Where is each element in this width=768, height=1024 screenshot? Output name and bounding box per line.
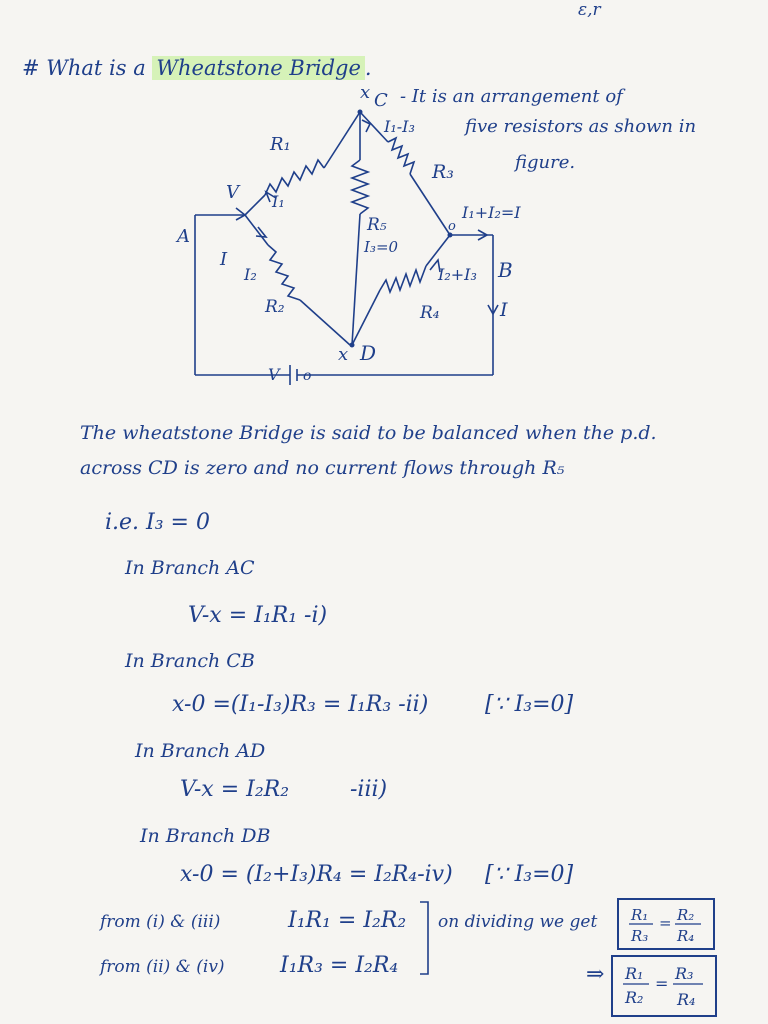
branch-ad-title: In Branch AD <box>135 740 266 762</box>
balanced-text-line-2: across CD is zero and no current flows through R₅ <box>80 457 565 479</box>
branch-db-equation: x-0 = (I₂+I₃)R₄ = I₂R₄-iv) <box>180 862 453 887</box>
branch-ac-equation: V-x = I₁R₁ -i) <box>188 603 328 628</box>
branch-db-title: In Branch DB <box>140 825 271 847</box>
fraction-result-1 <box>625 902 707 946</box>
branch-db-note: [∵ I₃=0] <box>485 862 574 887</box>
node-c-label: C <box>374 90 388 111</box>
result-2-num-right: R₃ <box>675 964 694 983</box>
result-box-2 <box>611 955 717 1017</box>
result-1-num-right: R₂ <box>677 906 695 924</box>
current-sum-label: I₁+I₂=I <box>462 203 521 222</box>
from-2-label: from (ii) & (iv) <box>100 957 225 977</box>
branch-cb-equation: x-0 =(I₁-I₃)R₃ = I₁R₃ -ii) <box>172 692 429 717</box>
implies-arrow: ⇒ <box>586 962 605 987</box>
result-2-equals: = <box>655 974 669 993</box>
from-1-label: from (i) & (iii) <box>100 912 221 932</box>
fraction-result-2 <box>619 959 709 1013</box>
i2-label: I₂ <box>244 265 257 284</box>
r2-label: R₂ <box>265 297 285 317</box>
i-left-label: I <box>220 249 228 270</box>
balance-condition: i.e. I₃ = 0 <box>105 510 210 535</box>
wheatstone-circuit-diagram <box>0 80 768 400</box>
dividing-text: on dividing we get <box>438 912 598 932</box>
result-1-den-right: R₄ <box>677 927 695 945</box>
heading-hash: # <box>22 56 40 80</box>
node-b-label: B <box>498 258 513 282</box>
r1-label: R₁ <box>270 134 291 155</box>
zero-b-label: o <box>448 219 456 234</box>
r5-label: R₅ <box>367 215 387 235</box>
heading-suffix: . <box>364 56 372 80</box>
heading-highlight: Wheatstone Bridge <box>152 56 364 80</box>
result-2-den-left: R₂ <box>625 988 644 1007</box>
from-1-equation: I₁R₁ = I₂R₂ <box>288 908 407 933</box>
heading-prefix: What is a <box>46 56 146 80</box>
i1-label: I₁ <box>272 192 285 211</box>
x-at-d-label: x <box>338 344 349 365</box>
x-at-c-label: x <box>360 82 371 103</box>
result-box-1 <box>617 898 715 950</box>
result-2-den-right: R₄ <box>677 990 696 1009</box>
i-right-label: I <box>500 299 508 321</box>
i3-zero-label: I₃=0 <box>364 238 399 256</box>
r3-label: R₃ <box>432 161 454 183</box>
result-1-num-left: R₁ <box>631 906 649 924</box>
description-line-1: - It is an arrangement of <box>400 86 623 107</box>
description-line-3: figure. <box>515 152 576 173</box>
from-2-equation: I₁R₃ = I₂R₄ <box>280 953 399 978</box>
bracket-mark <box>418 898 434 978</box>
result-1-equals: = <box>659 914 672 932</box>
v-bottom-label: V <box>268 365 280 384</box>
branch-cb-note: [∵ I₃=0] <box>485 692 574 717</box>
branch-ad-tag: -iii) <box>350 777 388 802</box>
branch-ad-equation: V-x = I₂R₂ <box>180 777 290 802</box>
balanced-text-line-1: The wheatstone Bridge is said to be balanced when the p.d. <box>80 422 657 444</box>
i1-minus-i3-label: I₁-I₃ <box>384 117 415 136</box>
i2-plus-i3-label: I₂+I₃ <box>438 265 477 284</box>
result-1-den-left: R₃ <box>631 927 649 945</box>
branch-ac-title: In Branch AC <box>125 557 255 579</box>
r4-label: R₄ <box>420 303 440 323</box>
description-line-2: five resistors as shown in <box>465 116 697 137</box>
zero-bottom-label: o <box>303 368 312 384</box>
result-2-num-left: R₁ <box>625 964 644 983</box>
node-d-label: D <box>360 341 377 365</box>
page-heading <box>22 56 372 80</box>
branch-cb-title: In Branch CB <box>125 650 255 672</box>
corner-mark: ε,r <box>578 0 601 20</box>
node-a-label: A <box>177 226 190 247</box>
v-label: V <box>226 182 239 203</box>
